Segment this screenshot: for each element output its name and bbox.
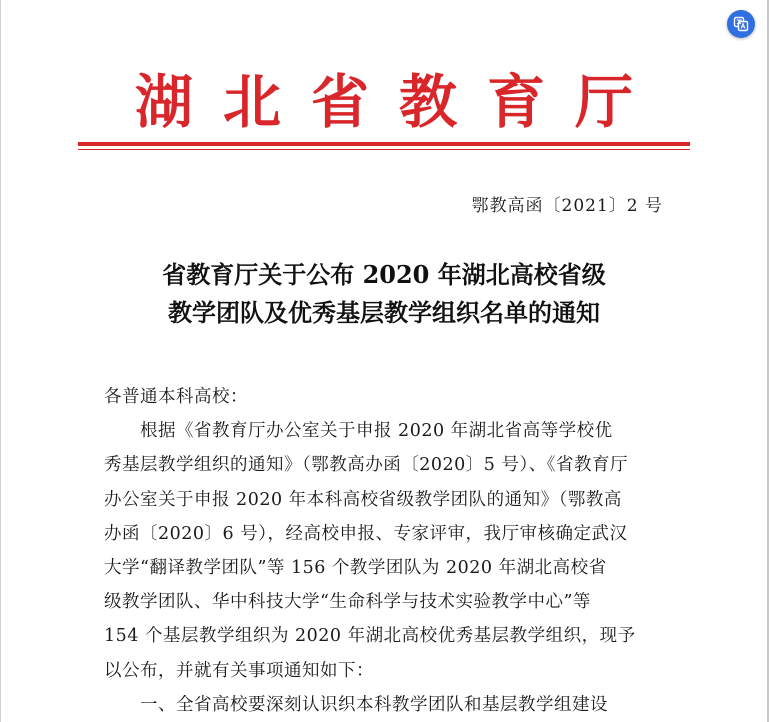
issuer-masthead: 湖北省教育厅 bbox=[134, 68, 663, 136]
body-line: 154 个基层教学组织为 2020 年湖北高校优秀基层教学组织，现予 bbox=[104, 626, 636, 647]
translate-button[interactable] bbox=[727, 10, 755, 38]
body-line: 以公布，并就有关事项通知如下： bbox=[104, 660, 374, 681]
page-border-left bbox=[0, 0, 1, 722]
salutation: 各普通本科高校： bbox=[104, 387, 248, 407]
document-number: 鄂教高函〔2021〕2 号 bbox=[471, 196, 663, 216]
body-line: 秀基层教学组织的通知》（鄂教高办函〔2020〕5 号）、《省教育厅 bbox=[104, 455, 628, 476]
translate-icon bbox=[733, 16, 749, 32]
masthead-rule-thin bbox=[78, 149, 690, 150]
body-line: 办公室关于申报 2020 年本科高校省级教学团队的通知》（鄂教高 bbox=[104, 489, 622, 510]
body-line: 根据《省教育厅办公室关于申报 2020 年湖北省高等学校优 bbox=[140, 421, 613, 442]
body-line: 一、全省高校要深刻认识织本科教学团队和基层教学组建设 bbox=[140, 694, 608, 715]
body-line: 级教学团队、华中科技大学“生命科学与技术实验教学中心”等 bbox=[104, 592, 591, 613]
title-line-2: 教学团队及优秀基层教学组织名单的通知 bbox=[168, 298, 600, 327]
masthead-rule-thick bbox=[78, 142, 690, 146]
body-line: 大学“翻译教学团队”等 156 个教学团队为 2020 年湖北高校省 bbox=[104, 558, 607, 579]
body-line: 办函〔2020〕6 号），经高校申报、专家评审，我厅审核确定武汉 bbox=[104, 523, 628, 544]
title-line-1: 省教育厅关于公布 2020 年湖北高校省级 bbox=[162, 260, 606, 289]
document-title bbox=[78, 256, 690, 332]
document-body bbox=[104, 380, 674, 722]
